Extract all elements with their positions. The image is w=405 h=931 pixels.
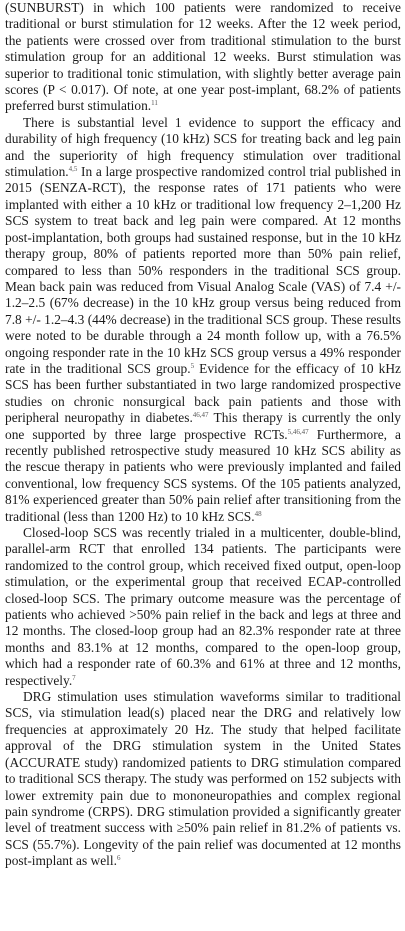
paragraph-p2: [5, 115, 401, 525]
paragraph-text: This therapy is currently the only one supported by three large prospective RCTs.: [5, 410, 401, 442]
citation-superscript: 7: [72, 673, 76, 682]
paragraph-text: In a large prospective randomized control trial published in 2015 (SENZA-RCT), the response rates of 171 patients who were implanted with either a 10 kHz or traditional low frequency 2–1,200 Hz SCS system to treat back and leg pain were compared. At 12 months post-implantation, both groups had sustained response, but in the 10 kHz therapy group, 80% of patients reported more than 50% pain relief, compared to less than 50% responders in the traditional SCS group. Mean back pain was reduced from Visual Analog Scale (VAS) of 7.4 +/- 1.2–2.5 (67% decrease) in the 10 kHz group versus being reduced from 7.8 +/- 1.2–4.3 (44% decrease) in the traditional SCS group. These results were noted to be durable through a 24 month follow up, with a 76.5% ongoing responder rate in the 10 kHz SCS group versus a 49% responder rate in the traditional SCS group.: [5, 164, 401, 376]
paragraph-p3: [5, 525, 401, 689]
paragraph-text: Furthermore, a recently published retrospective study measured 10 kHz SCS ability as the rescue therapy in patients who were previously implanted and failed conventional, low frequency SCS systems. Of the 105 patients analyzed, 81% experienced greater than 50% pain relief after transitioning from the traditional (less than 1200 Hz) to 10 kHz SCS.: [5, 426, 402, 524]
paragraph-p4: [5, 689, 401, 869]
body-text: [5, 0, 401, 870]
paragraph-p1: [5, 0, 401, 115]
paragraph-text: Closed-loop SCS was recently trialed in a multicenter, double-blind, parallel-arm RCT that enrolled 134 patients. The participants were randomized to the control group, which received fixed output, open-loop stimulation, or the experimental group that received ECAP-controlled closed-loop SCS. The primary outcome measure was the percentage of patients who achieved >50% pain relief in the back and legs at three and 12 months. The closed-loop group had an 82.3% responder rate at three months and 83.1% at 12 months, compared to the open-loop group, which had a responder rate of 60.3% and 61% at three and 12 months, respectively.: [5, 525, 401, 688]
paragraph-text: Evidence for the efficacy of 10 kHz SCS has been further substantiated in two large randomized prospective studies on chronic nonsurgical back pain patients and those with peripheral neuropathy in diabetes.: [5, 360, 401, 426]
citation-superscript: 48: [254, 509, 262, 518]
paragraph-text: (SUNBURST) in which 100 patients were randomized to receive traditional or burst stimulation for 12 weeks. After the 12 week period, the patients were crossed over from traditional stimulation to the burst stimulation group for an additional 12 weeks. Burst stimulation was superior to traditional tonic stimulation, with slightly better average pain scores (P < 0.017). Of note, at one year post-implant, 68.2% of patients preferred burst stimulation.: [5, 0, 401, 114]
paragraph-text: There is substantial level 1 evidence to support the efficacy and durability of high frequency (10 kHz) SCS for treating back and leg pain and the superiority of high frequency stimulation over traditional stimulation.: [5, 114, 401, 180]
citation-superscript: 4,5: [68, 165, 78, 174]
paragraph-text: DRG stimulation uses stimulation waveforms similar to traditional SCS, via stimulation lead(s) placed near the DRG and relatively low frequencies at approximately 20 Hz. The study that helped facilitate approval of the DRG stimulation system in the United States (ACCURATE study) randomized patients to DRG stimulation compared to traditional SCS therapy. The study was performed on 152 subjects with lower extremity pain due to mononeuropathies and complex regional pain syndrome (CRPS). DRG stimulation provided a significantly greater level of treatment success with ≥50% pain relief in 81.2% of patients vs. SCS (55.7%). Longevity of the pain relief was documented at 12 months post-implant as well.: [5, 689, 401, 869]
citation-superscript: 5,46,47: [287, 427, 309, 436]
citation-superscript: 5: [190, 361, 195, 370]
citation-superscript: 46,47: [192, 411, 209, 420]
citation-superscript: 11: [151, 99, 158, 108]
citation-superscript: 6: [116, 854, 121, 863]
